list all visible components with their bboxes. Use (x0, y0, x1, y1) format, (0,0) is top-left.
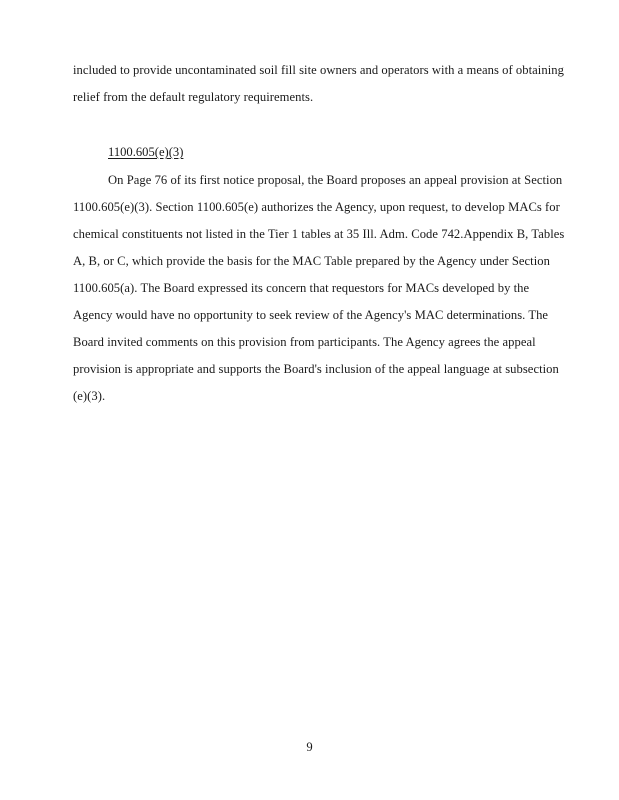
body-line-3: chemical constituents not listed in the Tier 1 tables at 35 Ill. Adm. Code 742.Appendix B, Tables (73, 227, 565, 241)
page-number: 9 (306, 740, 313, 754)
body-line-8: provision is appropriate and supports the Board's inclusion of the appeal language at subsection (73, 362, 559, 376)
body-line-2: 1100.605(e)(3). Section 1100.605(e) authorizes the Agency, upon request, to develop MACs for (73, 200, 560, 214)
section-heading: 1100.605(e)(3) (108, 145, 184, 159)
intro-line-2: relief from the default regulatory requirements. (73, 90, 314, 104)
intro-line-1: included to provide uncontaminated soil fill site owners and operators with a means of obtaining (73, 63, 564, 77)
body-line-1: On Page 76 of its first notice proposal, the Board proposes an appeal provision at Section (108, 173, 563, 187)
body-line-4: A, B, or C, which provide the basis for the MAC Table prepared by the Agency under Section (73, 254, 550, 268)
body-line-9: (e)(3). (73, 389, 106, 403)
body-line-5: 1100.605(a). The Board expressed its concern that requestors for MACs developed by the (73, 281, 530, 295)
body-line-6: Agency would have no opportunity to seek review of the Agency's MAC determinations. The (73, 308, 549, 322)
body-line-7: Board invited comments on this provision from participants. The Agency agrees the appeal (73, 335, 536, 349)
